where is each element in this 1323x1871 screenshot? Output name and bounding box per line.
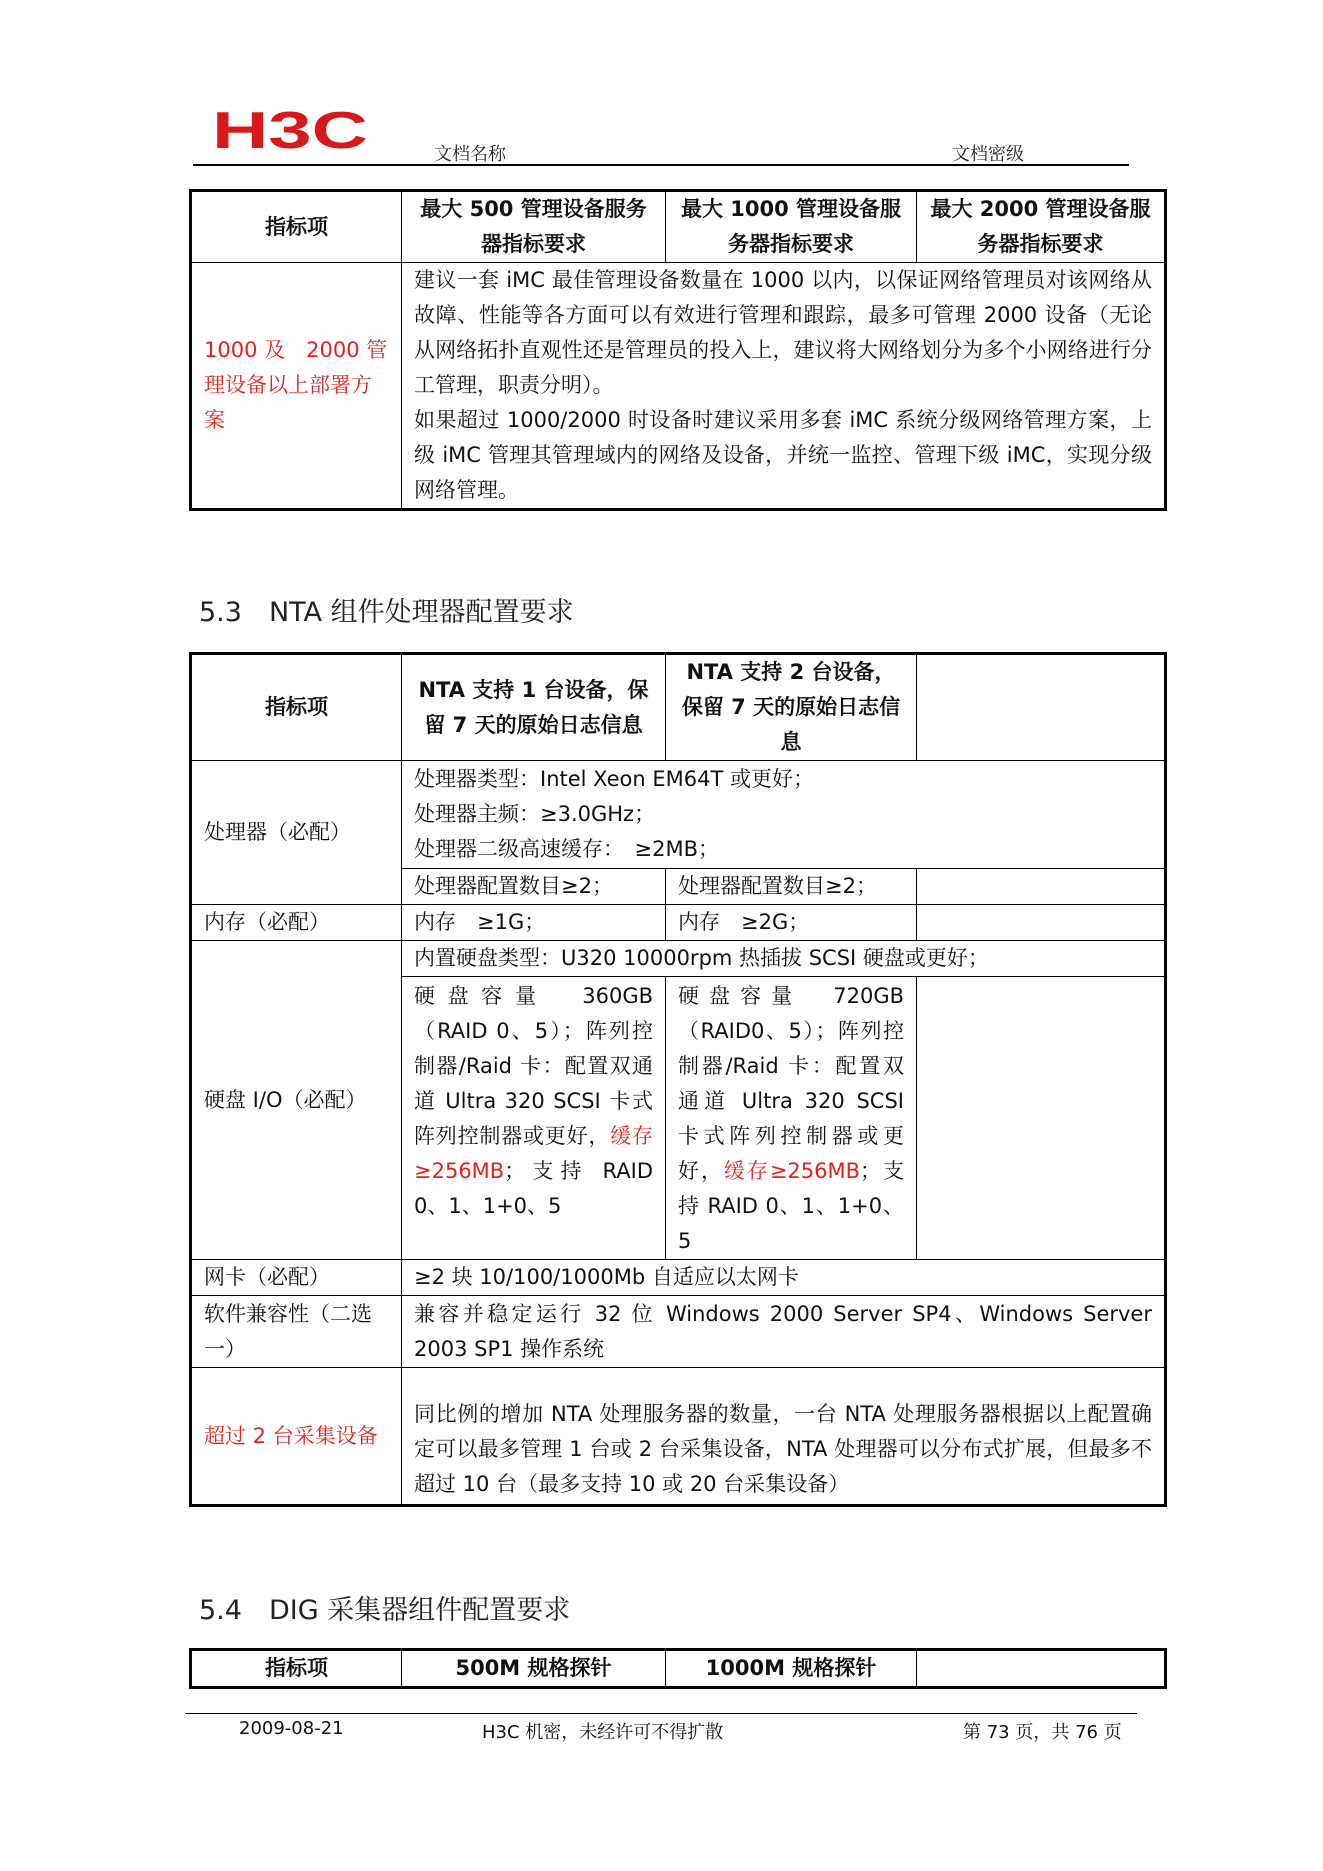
row-content: 同比例的增加 NTA 处理服务器的数量，一台 NTA 处理服务器根据以上配置确定可以最多管理 1 台或 2 台采集设备，NTA 处理器可以分布式扩展，但最多不超过 10 台（最多支持 10 或 20 台采集设备） — [402, 1368, 1166, 1506]
header-cell: NTA 支持 1 台设备，保留 7 天的原始日志信息 — [402, 654, 666, 761]
header-cell: NTA 支持 2 台设备，保留 7 天的原始日志信息 — [666, 654, 917, 761]
doc-level-label: 文档密级 — [952, 144, 1024, 165]
row-content — [402, 761, 1166, 869]
table-row — [191, 905, 1166, 941]
table-row — [191, 1368, 1166, 1506]
header-cell: 最大 1000 管理设备服务器指标要求 — [666, 191, 917, 263]
header-cell: 指标项 — [191, 191, 402, 263]
disk-spec: 硬盘容量 720GB（RAID0、5）；阵列控制器/Raid 卡：配置双通道 Ultra 320 SCSI 卡式阵列控制器或更好， — [678, 984, 904, 1183]
cell: 内存 ≥2G； — [666, 905, 917, 941]
row-label: 1000 及 2000 管理设备以上部署方案 — [191, 263, 402, 510]
cache-spec: 缓存≥256MB — [723, 1159, 861, 1183]
svg-text:H3C: H3C — [212, 104, 368, 156]
header-rule — [193, 164, 1129, 166]
cell — [917, 869, 1166, 905]
section-heading: 5.4 DIG 采集器组件配置要求 — [199, 1595, 571, 1626]
cell — [666, 977, 917, 1260]
header-cell: 指标项 — [191, 1650, 402, 1688]
table-header-row — [191, 191, 1166, 263]
row-label: 超过 2 台采集设备 — [191, 1368, 402, 1506]
nta-processor-table — [189, 652, 1167, 1507]
row-content: ≥2 块 10/100/1000Mb 自适应以太网卡 — [402, 1260, 1166, 1296]
cell: 内存 ≥1G； — [402, 905, 666, 941]
cell — [917, 977, 1166, 1260]
row-content — [402, 263, 1166, 510]
header-cell: 最大 2000 管理设备服务器指标要求 — [917, 191, 1166, 263]
h3c-logo — [212, 104, 370, 156]
cell: 处理器配置数目≥2； — [402, 869, 666, 905]
row-content: 内置硬盘类型：U320 10000rpm 热插拔 SCSI 硬盘或更好； — [402, 941, 1166, 977]
table-row — [191, 1260, 1166, 1296]
cell — [917, 905, 1166, 941]
row-label: 软件兼容性（二选一） — [191, 1296, 402, 1368]
footer-confidential: H3C 机密，未经许可不得扩散 — [482, 1722, 724, 1743]
footer-rule — [185, 1713, 1137, 1714]
dig-collector-table — [189, 1648, 1167, 1689]
table-row — [191, 941, 1166, 977]
cell: 处理器配置数目≥2； — [666, 869, 917, 905]
header-cell: 指标项 — [191, 654, 402, 761]
raid-spec: ；支持 RAID 0、1、1+0、5 — [414, 1159, 653, 1218]
header-cell — [917, 1650, 1166, 1688]
header-cell: 500M 规格探针 — [402, 1650, 666, 1688]
table-row — [191, 761, 1166, 869]
cache-spec: 缓存≥256MB — [414, 1124, 654, 1183]
row-label: 网卡（必配） — [191, 1260, 402, 1296]
cpu-cache: 处理器二级高速缓存： ≥2MB； — [414, 837, 719, 861]
footer-date: 2009-08-21 — [239, 1718, 344, 1739]
server-requirements-table — [189, 189, 1167, 511]
footer-page-number: 第 73 页，共 76 页 — [963, 1722, 1122, 1743]
cpu-freq: 处理器主频：≥3.0GHz； — [414, 802, 656, 826]
disk-spec: 硬盘容量 360GB（RAID 0、5）；阵列控制器/Raid 卡：配置双通道 Ultra 320 SCSI 卡式阵列控制器或更好， — [414, 984, 653, 1148]
doc-name-label: 文档名称 — [434, 144, 506, 165]
header-cell — [917, 654, 1166, 761]
row-label: 内存（必配） — [191, 905, 402, 941]
raid-spec: ；支持 RAID 0、1、1+0、5 — [678, 1159, 905, 1253]
table-header-row — [191, 654, 1166, 761]
cpu-type: 处理器类型：Intel Xeon EM64T 或更好； — [414, 767, 814, 791]
paragraph: 建议一套 iMC 最佳管理设备数量在 1000 以内，以保证网络管理员对该网络从故障、性能等各方面可以有效进行管理和跟踪，最多可管理 2000 设备（无论从网络拓扑直观性还是管理员的投入上，建议将大网络划分为多个小网络进行分工管理，职责分明）。 — [414, 268, 1152, 397]
table-row — [191, 1296, 1166, 1368]
table-row — [191, 263, 1166, 510]
section-heading: 5.3 NTA 组件处理器配置要求 — [199, 597, 574, 628]
cell — [402, 977, 666, 1260]
row-label: 处理器（必配） — [191, 761, 402, 905]
table-header-row — [191, 1650, 1166, 1688]
header-cell: 最大 500 管理设备服务器指标要求 — [402, 191, 666, 263]
header-cell: 1000M 规格探针 — [666, 1650, 917, 1688]
paragraph: 如果超过 1000/2000 时设备时建议采用多套 iMC 系统分级网络管理方案，上级 iMC 管理其管理域内的网络及设备，并统一监控、管理下级 iMC，实现分级网络管理。 — [414, 408, 1152, 502]
row-label: 硬盘 I/O（必配） — [191, 941, 402, 1260]
row-content: 兼容并稳定运行 32 位 Windows 2000 Server SP4、Windows Server 2003 SP1 操作系统 — [402, 1296, 1166, 1368]
